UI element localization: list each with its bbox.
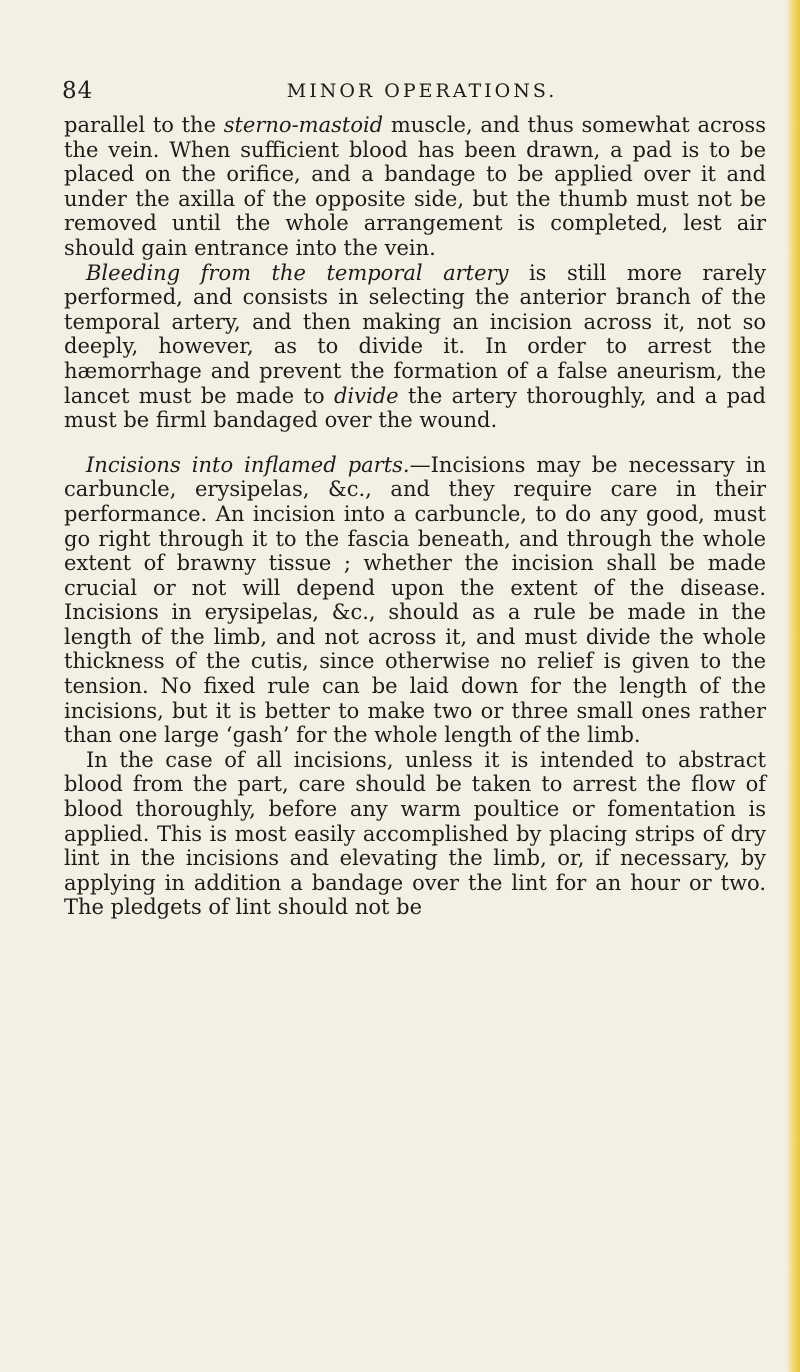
page-edge — [786, 0, 800, 1372]
paragraph-all-incisions — [64, 748, 766, 920]
text-run: is still more rarely performed, and consists in selecting the anterior branch of the temporal artery, and then making an incision across it, not so deeply, however, as to divide it. In order to arrest the hæmorrhage and prevent the formation of a false aneurism, the lancet must be made to — [64, 260, 766, 408]
paragraph-incisions-inflamed — [64, 453, 766, 748]
italic-term-divide: divide — [333, 383, 399, 408]
text-run: parallel to the — [64, 113, 224, 137]
paragraph-jugular-bleeding — [64, 113, 766, 261]
italic-term-sterno-mastoid: sterno-mastoid — [223, 113, 384, 137]
italic-heading-incisions: Incisions into inflamed parts. — [86, 452, 410, 477]
running-head: MINOR OPERATIONS. — [286, 80, 558, 102]
italic-heading-temporal-artery: Bleeding from the temporal artery — [86, 260, 509, 285]
text-run: —Incisions may be necessary in carbuncle, erysipelas, &c., and they require care in their performance. An incision into a carbuncle, to do any good, must go right through it to the fascia beneath, and through the whole extent of brawny tissue ; whether the incision shall be made crucial or not will depend upon the extent of the disease. Incisions in erysipelas, &c., should as a rule be made in the length of the limb, and not across it, and must divide the whole thickness of the cutis, since otherwise no relief is given to the tension. No fixed rule can be laid down for the length of the incisions, but it is better to make two or three small ones rather than one large ‘gash’ for the whole length of the limb. — [64, 452, 767, 748]
page-header — [62, 78, 782, 108]
text-run: muscle, and thus somewhat across the vein. When sufficient blood has been drawn, a pad is to be placed on the orifice, and a bandage to be applied over it and under the axilla of the opposite side, but the thumb must not be removed until the whole arrangement is completed, lest air should gain entrance into the vein. — [64, 113, 766, 260]
paragraph-temporal-artery — [64, 261, 766, 433]
text-run: the artery thoroughly, and a pad must be firml bandaged over the wound. — [64, 383, 766, 433]
page-number: 84 — [62, 78, 94, 104]
text-run: In the case of all incisions, unless it is intended to abstract blood from the part, care should be taken to arrest the flow of blood thoroughly, before any warm poultice or fomentation is applied. This is most easily accomplished by placing strips of dry lint in the incisions and elevating the limb, or, if necessary, by applying in addition a bandage over the lint for an hour or two. The pledgets of lint should not be — [64, 747, 766, 920]
page-body — [64, 113, 766, 920]
